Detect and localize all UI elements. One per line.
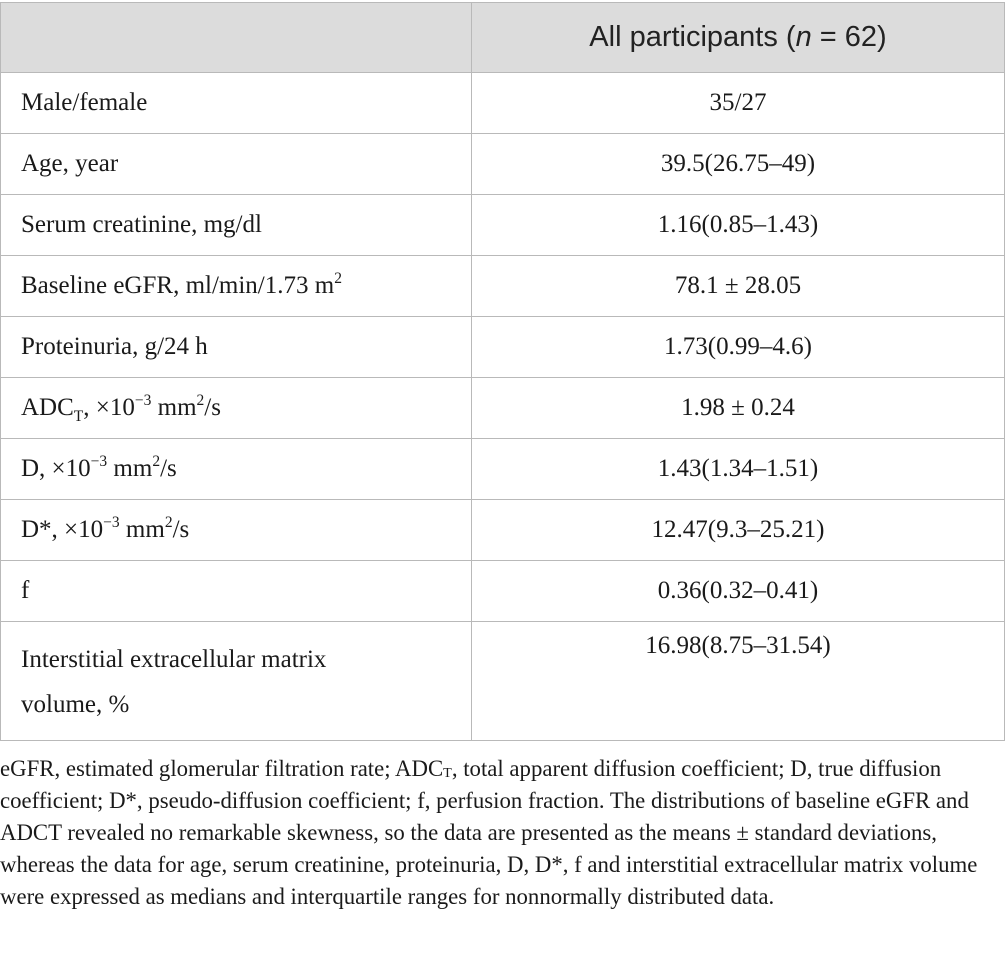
row-label-ecm-volume bbox=[1, 622, 472, 741]
table-footnote bbox=[0, 753, 1004, 913]
table-row bbox=[1, 439, 1005, 500]
adct-sup2: 2 bbox=[196, 392, 205, 409]
dstar-sup2: 2 bbox=[164, 514, 173, 531]
table-row bbox=[1, 622, 1005, 741]
row-value-f: 0.36(0.32–0.41) bbox=[472, 561, 1005, 622]
egfr-label-sup: 2 bbox=[334, 270, 342, 287]
header-all-participants bbox=[472, 3, 1005, 73]
footnote-part2: , total apparent diffusion coefficient; D, true diffusion coefficient; D*, pseudo-diffusion coefficient; f, perfusion fraction. The distributions of baseline eGFR and ADCT revealed no remarkable skewness, so the data are presented as the means ± standard deviations, whereas the data for age, serum creatinine, proteinuria, D, D*, f and interstitial extracellular matrix volume were expressed as medians and interquartile ranges for nonnormally distributed data. bbox=[0, 756, 978, 909]
row-label-sex: Male/female bbox=[1, 73, 472, 134]
dstar-d: /s bbox=[172, 516, 190, 543]
header-prefix: All participants ( bbox=[589, 21, 796, 53]
table-header bbox=[1, 3, 1005, 73]
adct-b: , ×10 bbox=[83, 394, 135, 421]
row-value-proteinuria: 1.73(0.99–4.6) bbox=[472, 317, 1005, 378]
table-body bbox=[1, 73, 1005, 741]
row-label-d bbox=[1, 439, 472, 500]
table-row bbox=[1, 195, 1005, 256]
characteristics-table-container bbox=[0, 2, 1004, 741]
ecm-line2: volume, % bbox=[21, 691, 130, 718]
table-row bbox=[1, 561, 1005, 622]
row-label-proteinuria: Proteinuria, g/24 h bbox=[1, 317, 472, 378]
table-row bbox=[1, 500, 1005, 561]
row-value-ecm-volume: 16.98(8.75–31.54) bbox=[472, 622, 1005, 741]
table-row bbox=[1, 256, 1005, 317]
row-value-d: 1.43(1.34–1.51) bbox=[472, 439, 1005, 500]
dstar-sup1: −3 bbox=[103, 514, 120, 531]
row-value-d-star: 12.47(9.3–25.21) bbox=[472, 500, 1005, 561]
row-value-serum-creatinine: 1.16(0.85–1.43) bbox=[472, 195, 1005, 256]
table-row bbox=[1, 73, 1005, 134]
row-value-sex: 35/27 bbox=[472, 73, 1005, 134]
characteristics-table bbox=[0, 2, 1005, 741]
d-sup2: 2 bbox=[152, 453, 161, 470]
dstar-a: D*, ×10 bbox=[21, 516, 104, 543]
ecm-line1: Interstitial extracellular matrix bbox=[21, 646, 327, 673]
header-empty-cell bbox=[1, 3, 472, 73]
d-c: mm bbox=[107, 455, 153, 482]
adct-sub: T bbox=[73, 408, 84, 425]
adct-a: ADC bbox=[21, 394, 74, 421]
row-label-d-star bbox=[1, 500, 472, 561]
row-value-adct: 1.98 ± 0.24 bbox=[472, 378, 1005, 439]
row-label-age: Age, year bbox=[1, 134, 472, 195]
d-a: D, ×10 bbox=[21, 455, 91, 482]
table-row bbox=[1, 317, 1005, 378]
adct-d: /s bbox=[204, 394, 221, 421]
row-label-baseline-egfr bbox=[1, 256, 472, 317]
table-row bbox=[1, 134, 1005, 195]
d-d: /s bbox=[160, 455, 177, 482]
footnote-sub: T bbox=[443, 765, 452, 781]
header-n: n bbox=[795, 21, 812, 53]
row-value-age: 39.5(26.75–49) bbox=[472, 134, 1005, 195]
egfr-label-text: Baseline eGFR, ml/min/1.73 m bbox=[21, 272, 335, 299]
row-label-adct bbox=[1, 378, 472, 439]
footnote-part1: eGFR, estimated glomerular filtration rate; ADC bbox=[0, 756, 444, 781]
row-label-f: f bbox=[1, 561, 472, 622]
header-suffix: = 62) bbox=[811, 21, 887, 53]
row-value-baseline-egfr: 78.1 ± 28.05 bbox=[472, 256, 1005, 317]
table-row bbox=[1, 378, 1005, 439]
d-sup1: −3 bbox=[90, 453, 108, 470]
row-label-serum-creatinine: Serum creatinine, mg/dl bbox=[1, 195, 472, 256]
dstar-c: mm bbox=[119, 516, 165, 543]
header-row bbox=[1, 3, 1005, 73]
adct-c: mm bbox=[151, 394, 197, 421]
adct-sup1: −3 bbox=[134, 392, 152, 409]
